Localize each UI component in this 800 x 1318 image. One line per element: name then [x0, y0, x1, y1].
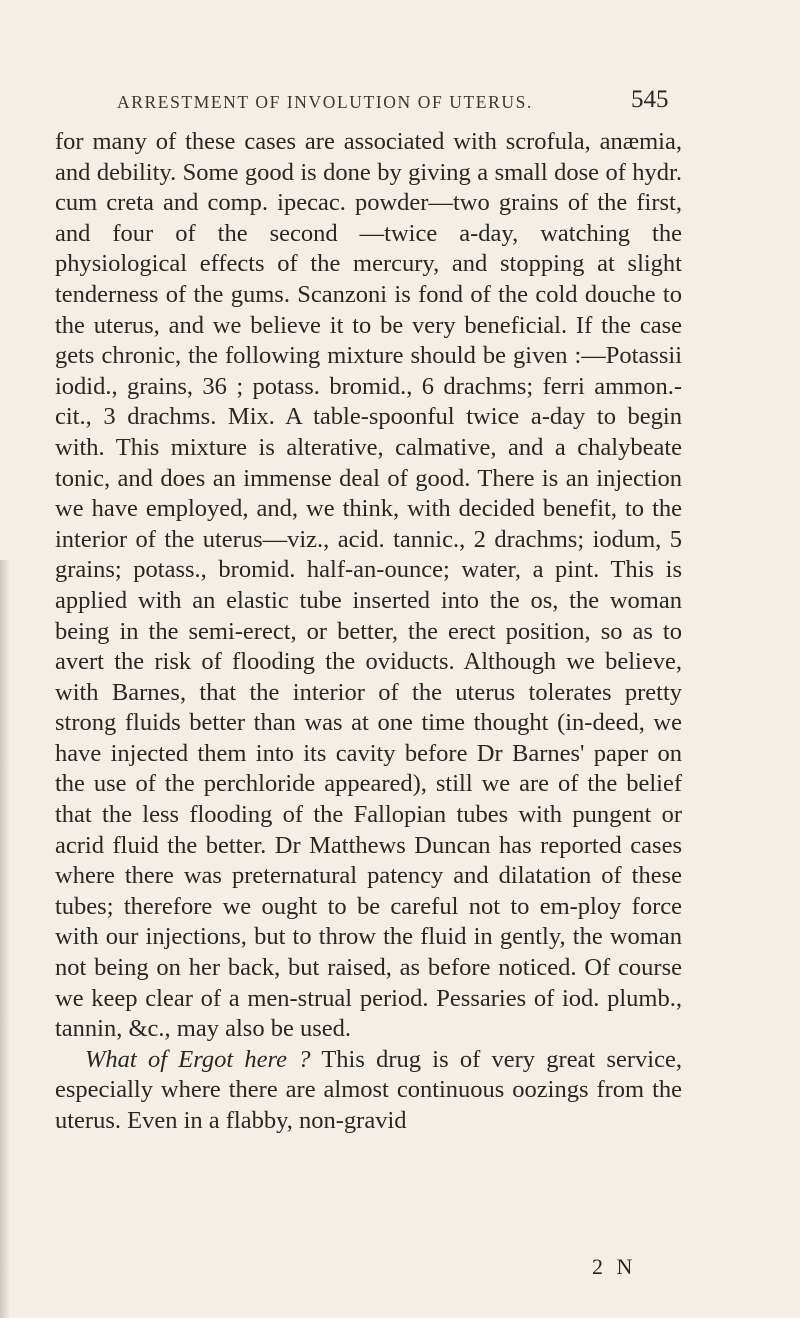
paragraph-continuation: for many of these cases are associated with scrofula, anæmia, and debility. Some good is done by giving a small dose of hydr. cum creta and comp. ipecac. powder—two grains of the first, and four of the second —twice a-day, watching the physiological effects of the mercury, and stopping at slight tenderness of the gums. Scanzoni is fond of the cold douche to the uterus, and we believe it to be very beneficial. If the case gets chronic, the following mixture should be given :—Potassii iodid., grains, 36 ; potass. bromid., 6 drachms; ferri ammon.-cit., 3 drachms. Mix. A table-spoonful twice a-day to begin with. This mixture is alterative, calmative, and a chalybeate tonic, and does an immense deal of good. There is an injection we have employed, and, we think, with decided benefit, to the interior of the uterus—viz., acid. tannic., 2 drachms; iodum, 5 grains; potass., bromid. half-an-ounce; water, a pint. This is applied with an elastic tube inserted into the os, the woman being in the semi-erect, or better, the erect position, so as to avert the risk of flooding the oviducts. Although we believe, with Barnes, that the interior of the uterus tolerates pretty strong fluids better than was at one time thought (in-deed, we have injected them into its cavity before Dr Barnes' paper on the use of the perchloride appeared), still we are of the belief that the less flooding of the Fallopian tubes with pungent or acrid fluid the better. Dr Matthews Duncan has reported cases where there was preternatural patency and dilatation of these tubes; therefore we ought to be careful not to em-ploy force with our injections, but to throw the fluid in gently, the woman not being on her back, but raised, as before noticed. Of course we keep clear of a men-strual period. Pessaries of iod. plumb., tannin, &c., may also be used. — [55, 128, 682, 1043]
page-edge-shadow — [0, 560, 10, 1318]
paragraph-ergot — [55, 1045, 682, 1137]
running-head — [0, 88, 800, 118]
ergot-paragraph-text: This drug is of very great service, especially where there are almost continuous oozings from the uterus. Even in a flabby, non-gravid — [55, 1045, 682, 1134]
signature-mark: 2 N — [592, 1254, 637, 1279]
body-text — [55, 127, 682, 1137]
running-title: ARRESTMENT OF INVOLUTION OF UTERUS. — [117, 92, 533, 112]
ergot-question-heading: What of Ergot here ? — [85, 1045, 311, 1073]
page-number: 545 — [631, 86, 669, 113]
